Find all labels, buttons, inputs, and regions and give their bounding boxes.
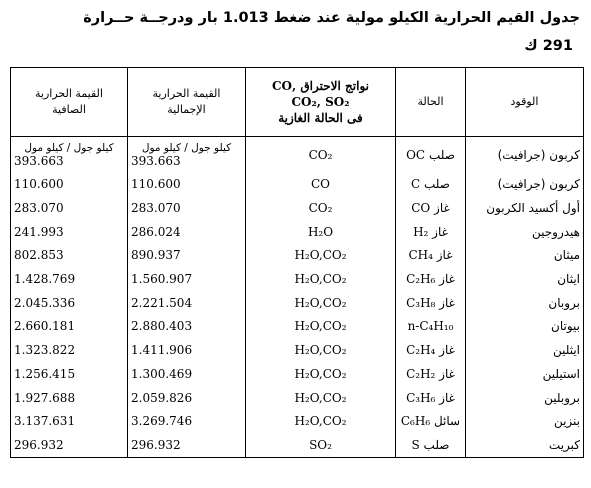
header-fuel-label: الوقود bbox=[510, 95, 539, 108]
header-products bbox=[246, 68, 396, 137]
fuel-cell: هيدروجين bbox=[466, 220, 584, 244]
state-cell: CO غاز bbox=[396, 196, 466, 220]
net-value-cell: 241.993 bbox=[11, 220, 128, 244]
table-title: جدول القيم الحرارية الكيلو مولية عند ضغط 1.013 بار ودرجــة حــرارة bbox=[83, 10, 580, 26]
net-value-cell: 2.045.336 bbox=[11, 291, 128, 315]
gross-value-cell: 2.059.826 bbox=[128, 386, 246, 410]
header-net-label: القيمة الحرارية الصافية bbox=[35, 87, 103, 116]
fuel-cell: ايثلين bbox=[466, 338, 584, 362]
fuel-cell: كبريت bbox=[466, 433, 584, 457]
net-value-cell: 1.428.769 bbox=[11, 267, 128, 291]
state-cell: C₆H₆ سائل bbox=[396, 409, 466, 433]
table-row bbox=[11, 244, 584, 268]
gross-value-cell: 296.932 bbox=[128, 433, 246, 457]
table-row bbox=[11, 267, 584, 291]
table-title-temperature: 291 ك bbox=[524, 38, 573, 54]
table-row bbox=[11, 137, 584, 173]
heating-values-table bbox=[10, 67, 584, 458]
state-cell: C صلب bbox=[396, 173, 466, 197]
header-products-label: نواتج الاحتراق ,CO CO₂, SO₂ فى الحالة الغازية bbox=[272, 79, 369, 125]
net-value-cell: 802.853 bbox=[11, 244, 128, 268]
state-cell: S صلب bbox=[396, 433, 466, 457]
table-row bbox=[11, 220, 584, 244]
products-cell: H₂O,CO₂ bbox=[246, 386, 396, 410]
header-gross-label: القيمة الحرارية الإجمالية bbox=[152, 87, 221, 116]
net-value-cell: 1.256.415 bbox=[11, 362, 128, 386]
gross-value-cell: 890.937 bbox=[128, 244, 246, 268]
net-value-cell: 110.600 bbox=[11, 173, 128, 197]
products-cell: CO bbox=[246, 173, 396, 197]
net-value-cell: 1.927.688 bbox=[11, 386, 128, 410]
products-cell: H₂O,CO₂ bbox=[246, 409, 396, 433]
gross-value-cell: 1.411.906 bbox=[128, 338, 246, 362]
table-header-row bbox=[11, 68, 584, 137]
state-cell: C₂H₆ غاز bbox=[396, 267, 466, 291]
header-state-label: الحالة bbox=[417, 95, 444, 108]
table-row bbox=[11, 362, 584, 386]
gross-units: كيلو جول / كيلو مول bbox=[141, 141, 232, 154]
products-cell: H₂O,CO₂ bbox=[246, 315, 396, 339]
products-cell: CO₂ bbox=[246, 137, 396, 173]
products-cell: H₂O,CO₂ bbox=[246, 267, 396, 291]
net-value-cell bbox=[11, 137, 128, 173]
state-cell: C₃H₆ غاز bbox=[396, 386, 466, 410]
fuel-cell: كربون (جرافيت) bbox=[466, 137, 584, 173]
fuel-cell: استيلين bbox=[466, 362, 584, 386]
fuel-cell: بروبان bbox=[466, 291, 584, 315]
table-row bbox=[11, 315, 584, 339]
net-value-cell: 283.070 bbox=[11, 196, 128, 220]
gross-value-cell: 3.269.746 bbox=[128, 409, 246, 433]
fuel-cell: بروبلين bbox=[466, 386, 584, 410]
fuel-cell: ايثان bbox=[466, 267, 584, 291]
state-cell: n-C₄H₁₀ bbox=[396, 315, 466, 339]
products-cell: H₂O,CO₂ bbox=[246, 338, 396, 362]
net-units: كيلو جول / كيلو مول bbox=[24, 141, 114, 154]
fuel-cell: بيوتان bbox=[466, 315, 584, 339]
table-row bbox=[11, 433, 584, 457]
gross-value-cell: 286.024 bbox=[128, 220, 246, 244]
state-cell: C₂H₂ غاز bbox=[396, 362, 466, 386]
table-row bbox=[11, 173, 584, 197]
gross-value-cell: 283.070 bbox=[128, 196, 246, 220]
gross-value-cell: 1.560.907 bbox=[128, 267, 246, 291]
net-value: 393.663 bbox=[14, 153, 64, 168]
products-cell: H₂O,CO₂ bbox=[246, 291, 396, 315]
products-cell: H₂O,CO₂ bbox=[246, 244, 396, 268]
table-row bbox=[11, 409, 584, 433]
fuel-cell: بنزين bbox=[466, 409, 584, 433]
products-cell: H₂O,CO₂ bbox=[246, 362, 396, 386]
products-cell: H₂O bbox=[246, 220, 396, 244]
fuel-cell: كربون (جرافيت) bbox=[466, 173, 584, 197]
header-gross-value bbox=[128, 68, 246, 137]
header-state bbox=[396, 68, 466, 137]
net-value-cell: 296.932 bbox=[11, 433, 128, 457]
gross-value-cell: 2.880.403 bbox=[128, 315, 246, 339]
gross-value-cell: 110.600 bbox=[128, 173, 246, 197]
table-row bbox=[11, 196, 584, 220]
net-value-cell: 1.323.822 bbox=[11, 338, 128, 362]
net-value-cell: 2.660.181 bbox=[11, 315, 128, 339]
table-row bbox=[11, 291, 584, 315]
table-body bbox=[11, 137, 584, 458]
gross-value-cell: 1.300.469 bbox=[128, 362, 246, 386]
table-row bbox=[11, 338, 584, 362]
fuel-cell: أول أكسيد الكربون bbox=[466, 196, 584, 220]
gross-value-cell bbox=[128, 137, 246, 173]
state-cell: H₂ غاز bbox=[396, 220, 466, 244]
products-cell: SO₂ bbox=[246, 433, 396, 457]
state-cell: C₂H₄ غاز bbox=[396, 338, 466, 362]
gross-value: 393.663 bbox=[131, 153, 181, 168]
state-cell: OC صلب bbox=[396, 137, 466, 173]
products-cell: CO₂ bbox=[246, 196, 396, 220]
header-net-value bbox=[11, 68, 128, 137]
fuel-cell: ميثان bbox=[466, 244, 584, 268]
state-cell: CH₄ غاز bbox=[396, 244, 466, 268]
table-row bbox=[11, 386, 584, 410]
net-value-cell: 3.137.631 bbox=[11, 409, 128, 433]
gross-value-cell: 2.221.504 bbox=[128, 291, 246, 315]
state-cell: C₃H₈ غاز bbox=[396, 291, 466, 315]
header-fuel bbox=[466, 68, 584, 137]
